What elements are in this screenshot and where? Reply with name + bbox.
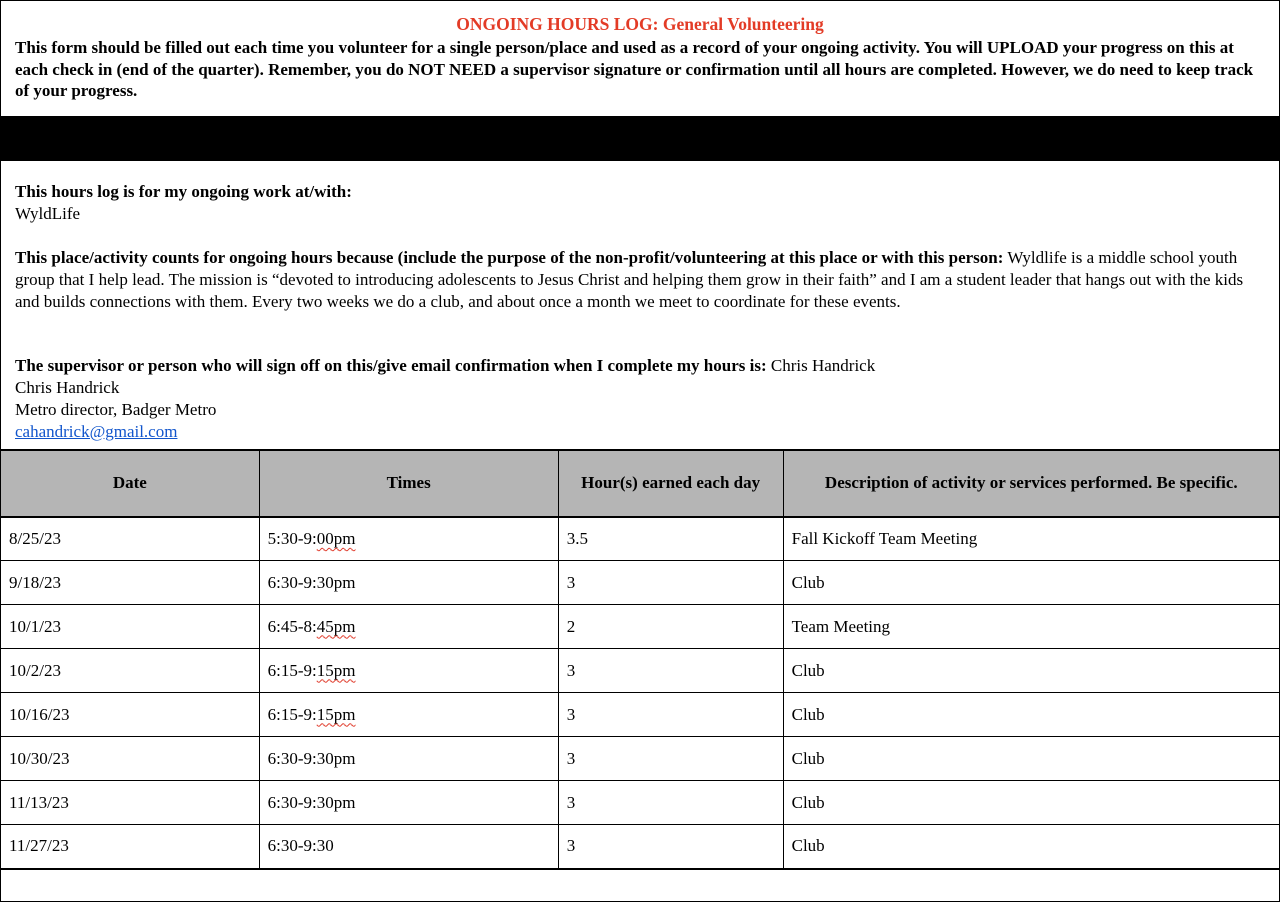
header-row (1, 450, 1279, 517)
table-row (1, 649, 1279, 693)
purpose-section (1, 247, 1279, 313)
date-cell: 11/13/23 (1, 781, 259, 825)
date-cell: 10/30/23 (1, 737, 259, 781)
hours-cell: 3.5 (558, 517, 783, 561)
document-title: ONGOING HOURS LOG: General Volunteering (456, 14, 824, 34)
spellcheck-flagged-text: 15pm (316, 704, 356, 724)
description-cell: Club (783, 781, 1279, 825)
hours-cell: 3 (558, 825, 783, 869)
description-cell: Team Meeting (783, 605, 1279, 649)
description-cell: Club (783, 649, 1279, 693)
description-cell: Club (783, 693, 1279, 737)
date-cell: 10/2/23 (1, 649, 259, 693)
hours-cell: 3 (558, 561, 783, 605)
description-cell: Club (783, 561, 1279, 605)
purpose-label: This place/activity counts for ongoing hours because (include the purpose of the non-profit/volunteering at this place or with this person: (15, 247, 1004, 267)
intro-paragraph: This form should be filled out each time you volunteer for a single person/place and used as a record of your ongoing activity. You will UPLOAD your progress on this at each check in (end of the quarter). Remember, you do NOT NEED a supervisor signature or confirmation until all hours are completed. However, we do need to keep track of your progress. (15, 38, 1254, 100)
date-cell: 11/27/23 (1, 825, 259, 869)
work-section (1, 181, 1279, 225)
date-cell: 10/16/23 (1, 693, 259, 737)
supervisor-title: Metro director, Badger Metro (15, 399, 217, 419)
hours-cell: 3 (558, 737, 783, 781)
column-header-hours: Hour(s) earned each day (558, 450, 783, 517)
date-cell: 8/25/23 (1, 517, 259, 561)
times-cell: 6:15-9:15pm (259, 693, 558, 737)
supervisor-line (15, 355, 1265, 377)
spellcheck-flagged-text: 00pm (316, 528, 356, 548)
column-header-times: Times (259, 450, 558, 517)
supervisor-section (1, 355, 1279, 443)
table-row (1, 781, 1279, 825)
hours-cell: 2 (558, 605, 783, 649)
table-row (1, 737, 1279, 781)
times-cell: 6:15-9:15pm (259, 649, 558, 693)
supervisor-name: Chris Handrick (15, 377, 120, 397)
table-row (1, 825, 1279, 869)
times-cell: 6:30-9:30pm (259, 781, 558, 825)
column-header-date: Date (1, 450, 259, 517)
purpose-value: Wyldlife is a middle school youth group that I help lead. The mission is “devoted to introducing adolescents to Jesus Christ and helping them grow in their faith” and I am a student leader that hangs out with the kids and builds connections with them. Every two weeks we do a club, and about once a month we meet to coordinate for these events. (15, 247, 1244, 311)
work-label: This hours log is for my ongoing work at/with: (15, 181, 352, 201)
times-cell: 5:30-9:00pm (259, 517, 558, 561)
table-row (1, 517, 1279, 561)
table-row (1, 693, 1279, 737)
redacted-black-bar (1, 116, 1279, 161)
times-cell: 6:30-9:30pm (259, 737, 558, 781)
spellcheck-flagged-text: 15pm (316, 660, 356, 680)
date-cell: 10/1/23 (1, 605, 259, 649)
hours-table (1, 449, 1279, 870)
supervisor-email-link[interactable]: cahandrick@gmail.com (15, 421, 178, 441)
table-row (1, 561, 1279, 605)
times-cell: 6:30-9:30 (259, 825, 558, 869)
supervisor-inline-name: Chris Handrick (766, 355, 876, 375)
supervisor-label: The supervisor or person who will sign off on this/give email confirmation when I complete my hours is: (15, 355, 767, 375)
spellcheck-flagged-text: 45pm (316, 616, 356, 636)
hours-cell: 3 (558, 649, 783, 693)
column-header-description: Description of activity or services performed. Be specific. (783, 450, 1279, 517)
table-row (1, 605, 1279, 649)
description-cell: Club (783, 737, 1279, 781)
times-cell: 6:45-8:45pm (259, 605, 558, 649)
description-cell: Club (783, 825, 1279, 869)
work-value: WyldLife (15, 203, 81, 223)
hours-cell: 3 (558, 693, 783, 737)
description-cell: Fall Kickoff Team Meeting (783, 517, 1279, 561)
times-cell: 6:30-9:30pm (259, 561, 558, 605)
hours-cell: 3 (558, 781, 783, 825)
date-cell: 9/18/23 (1, 561, 259, 605)
